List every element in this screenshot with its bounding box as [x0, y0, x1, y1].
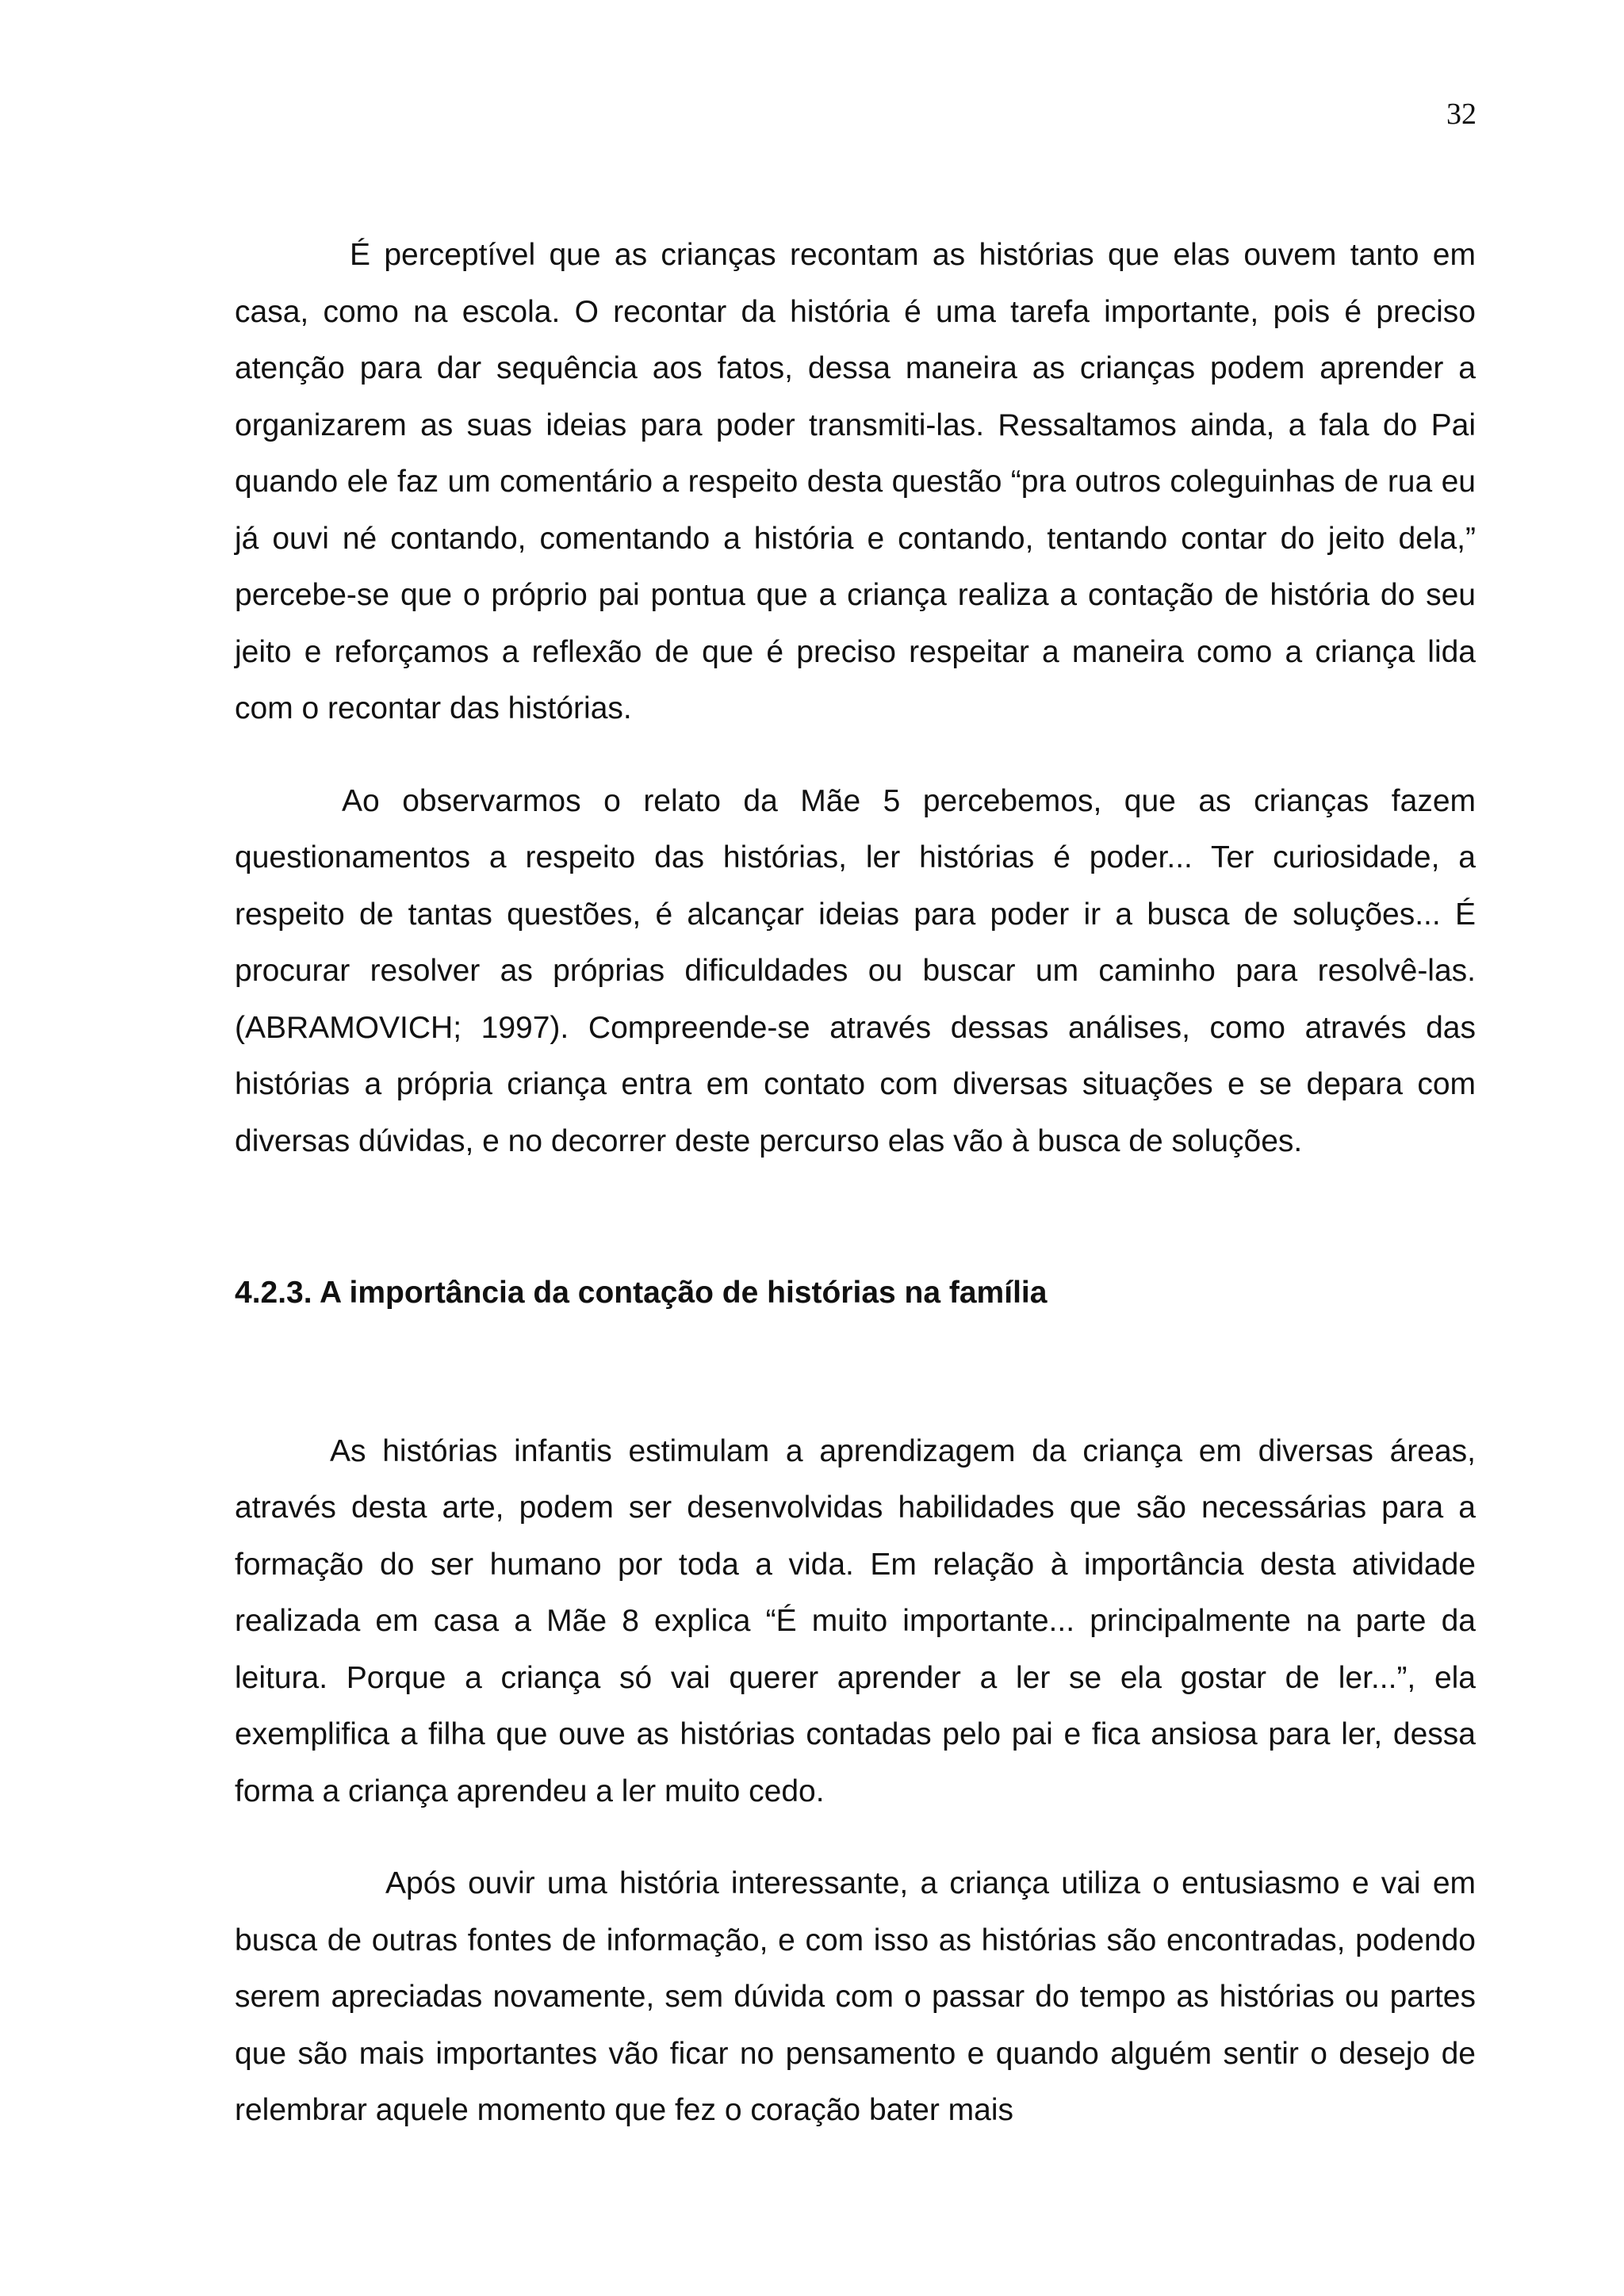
- page-number: 32: [1446, 98, 1477, 131]
- body-paragraph: É perceptível que as crianças recontam as histórias que elas ouvem tanto em casa, como na escola. O recontar da história é uma tarefa importante, pois é preciso atenção para dar sequência aos fatos, dessa maneira as crianças podem aprender a organizarem as suas ideias para poder transmiti-las. Ressaltamos ainda, a fala do Pai quando ele faz um comentário a respeito desta questão “pra outros coleguinhas de rua eu já ouvi né contando, comentando a história e contando, tentando contar do jeito dela,” percebe-se que o próprio pai pontua que a criança realiza a contação de história do seu jeito e reforçamos a reflexão de que é preciso respeitar a maneira como a criança lida com o recontar das histórias.: [235, 238, 1476, 725]
- section-heading: 4.2.3. A importância da contação de histórias na família: [235, 1276, 1048, 1310]
- document-body: [235, 227, 1476, 2139]
- body-paragraph: As histórias infantis estimulam a aprendizagem da criança em diversas áreas, através desta arte, podem ser desenvolvidas habilidades que são necessárias para a formação do ser humano por toda a vida. Em relação à importância desta atividade realizada em casa a Mãe 8 explica “É muito importante... principalmente na parte da leitura. Porque a criança só vai querer aprender a ler se ela gostar de ler...”, ela exemplifica a filha que ouve as histórias contadas pelo pai e fica ansiosa para ler, dessa forma a criança aprendeu a ler muito cedo.: [235, 1433, 1476, 1808]
- body-paragraph: Ao observarmos o relato da Mãe 5 percebemos, que as crianças fazem questionamentos a respeito das histórias, ler histórias é poder... Ter curiosidade, a respeito de tantas questões, é alcançar ideias para poder ir a busca de soluções... É procurar resolver as próprias dificuldades ou buscar um caminho para resolvê-las. (ABRAMOVICH; 1997). Compreende-se através dessas análises, como através das histórias a própria criança entra em contato com diversas situações e se depara com diversas dúvidas, e no decorrer deste percurso elas vão à busca de soluções.: [235, 783, 1476, 1158]
- body-paragraph: Após ouvir uma história interessante, a criança utiliza o entusiasmo e vai em busca de outras fontes de informação, e com isso as histórias são encontradas, podendo serem apreciadas novamente, sem dúvida com o passar do tempo as histórias ou partes que são mais importantes vão ficar no pensamento e quando alguém sentir o desejo de relembrar aquele momento que fez o coração bater mais: [235, 1866, 1476, 2127]
